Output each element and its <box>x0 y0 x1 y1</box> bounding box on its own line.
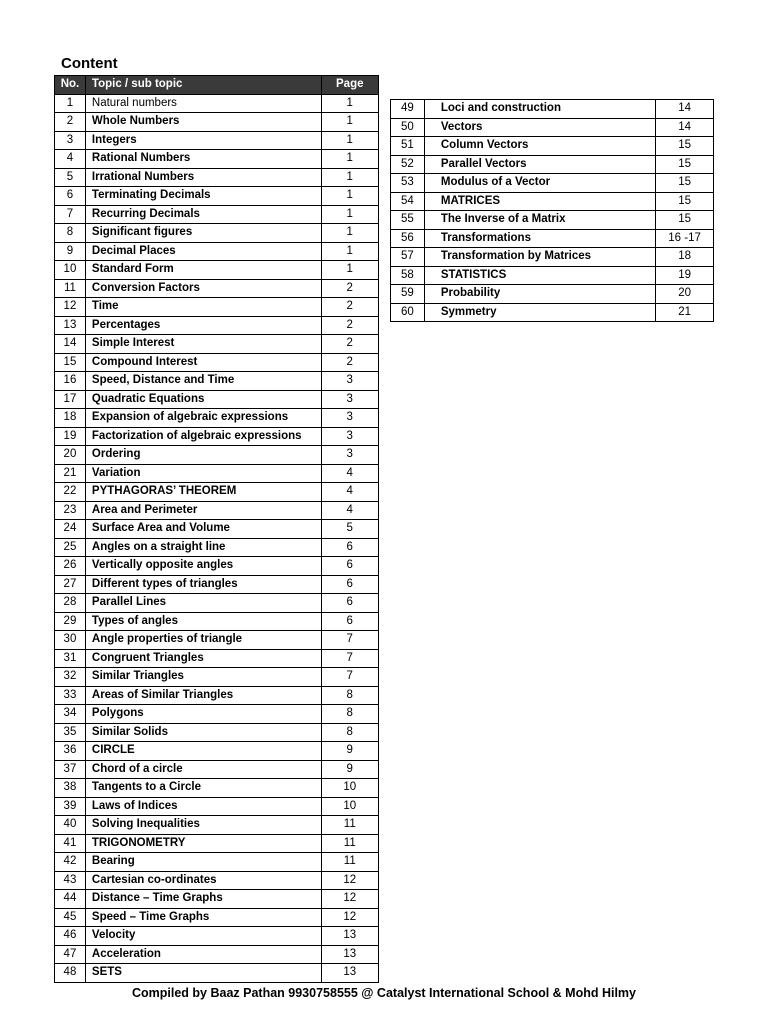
row-number: 47 <box>55 945 86 964</box>
table-row <box>55 113 379 132</box>
row-number: 24 <box>55 520 86 539</box>
row-number: 56 <box>391 229 425 248</box>
row-page: 11 <box>321 816 378 835</box>
row-page: 16 -17 <box>656 229 714 248</box>
row-topic: TRIGONOMETRY <box>85 834 321 853</box>
row-page: 1 <box>321 94 378 113</box>
row-page: 15 <box>656 192 714 211</box>
table-row <box>391 118 714 137</box>
row-page: 10 <box>321 779 378 798</box>
row-number: 7 <box>55 205 86 224</box>
row-topic: Ordering <box>85 446 321 465</box>
row-number: 25 <box>55 538 86 557</box>
row-topic: Rational Numbers <box>85 150 321 169</box>
row-page: 5 <box>321 520 378 539</box>
row-page: 8 <box>321 686 378 705</box>
row-number: 43 <box>55 871 86 890</box>
table-row <box>55 760 379 779</box>
row-topic: Variation <box>85 464 321 483</box>
row-topic: Factorization of algebraic expressions <box>85 427 321 446</box>
contents-table-left <box>54 75 379 983</box>
table-row <box>55 908 379 927</box>
row-topic: Column Vectors <box>424 137 655 156</box>
table-row <box>391 285 714 304</box>
table-row <box>55 427 379 446</box>
row-number: 40 <box>55 816 86 835</box>
row-topic: Velocity <box>85 927 321 946</box>
row-number: 48 <box>55 964 86 983</box>
row-topic: Conversion Factors <box>85 279 321 298</box>
table-row <box>55 242 379 261</box>
row-number: 36 <box>55 742 86 761</box>
table-row <box>55 94 379 113</box>
row-page: 6 <box>321 538 378 557</box>
row-topic: CIRCLE <box>85 742 321 761</box>
table-row <box>55 557 379 576</box>
table-row <box>55 945 379 964</box>
row-number: 35 <box>55 723 86 742</box>
row-topic: Vectors <box>424 118 655 137</box>
table-row <box>391 303 714 322</box>
row-page: 12 <box>321 908 378 927</box>
row-topic: Modulus of a Vector <box>424 174 655 193</box>
table-row <box>55 890 379 909</box>
row-page: 2 <box>321 298 378 317</box>
row-topic: Loci and construction <box>424 100 655 119</box>
row-number: 53 <box>391 174 425 193</box>
table-row <box>55 797 379 816</box>
row-number: 38 <box>55 779 86 798</box>
row-page: 1 <box>321 168 378 187</box>
table-row <box>55 853 379 872</box>
row-number: 3 <box>55 131 86 150</box>
table-row <box>55 668 379 687</box>
row-topic: Angles on a straight line <box>85 538 321 557</box>
row-page: 6 <box>321 575 378 594</box>
table-row <box>391 192 714 211</box>
row-topic: Speed – Time Graphs <box>85 908 321 927</box>
row-number: 20 <box>55 446 86 465</box>
header-topic: Topic / sub topic <box>85 76 321 95</box>
footer-credit: Compiled by Baaz Pathan 9930758555 @ Catalyst International School & Mohd Hilmy <box>132 986 636 1000</box>
row-topic: Compound Interest <box>85 353 321 372</box>
row-number: 18 <box>55 409 86 428</box>
table-row <box>55 205 379 224</box>
table-row <box>391 266 714 285</box>
table-row <box>55 538 379 557</box>
row-number: 33 <box>55 686 86 705</box>
row-page: 21 <box>656 303 714 322</box>
row-number: 26 <box>55 557 86 576</box>
row-number: 10 <box>55 261 86 280</box>
table-row <box>55 187 379 206</box>
row-number: 17 <box>55 390 86 409</box>
table-row <box>55 501 379 520</box>
row-topic: Chord of a circle <box>85 760 321 779</box>
row-number: 41 <box>55 834 86 853</box>
table-row <box>55 168 379 187</box>
row-page: 15 <box>656 155 714 174</box>
row-page: 1 <box>321 205 378 224</box>
row-page: 14 <box>656 118 714 137</box>
row-topic: Transformations <box>424 229 655 248</box>
table-row <box>55 150 379 169</box>
table-row <box>391 100 714 119</box>
row-number: 57 <box>391 248 425 267</box>
row-topic: Types of angles <box>85 612 321 631</box>
row-page: 6 <box>321 557 378 576</box>
row-page: 1 <box>321 131 378 150</box>
row-number: 44 <box>55 890 86 909</box>
row-page: 9 <box>321 760 378 779</box>
table-row <box>55 409 379 428</box>
row-number: 51 <box>391 137 425 156</box>
table-row <box>55 131 379 150</box>
row-topic: Time <box>85 298 321 317</box>
row-topic: Cartesian co-ordinates <box>85 871 321 890</box>
row-topic: Terminating Decimals <box>85 187 321 206</box>
row-page: 1 <box>321 242 378 261</box>
table-row <box>55 723 379 742</box>
row-page: 6 <box>321 612 378 631</box>
table-row <box>55 686 379 705</box>
row-number: 42 <box>55 853 86 872</box>
row-topic: Tangents to a Circle <box>85 779 321 798</box>
row-topic: Similar Solids <box>85 723 321 742</box>
table-row <box>55 742 379 761</box>
table-row <box>55 612 379 631</box>
row-topic: Distance – Time Graphs <box>85 890 321 909</box>
row-number: 2 <box>55 113 86 132</box>
row-number: 46 <box>55 927 86 946</box>
row-number: 4 <box>55 150 86 169</box>
row-topic: Surface Area and Volume <box>85 520 321 539</box>
row-number: 27 <box>55 575 86 594</box>
row-topic: Solving Inequalities <box>85 816 321 835</box>
row-page: 1 <box>321 187 378 206</box>
table-row <box>55 316 379 335</box>
row-number: 29 <box>55 612 86 631</box>
table-header-row <box>55 76 379 95</box>
row-number: 19 <box>55 427 86 446</box>
row-number: 8 <box>55 224 86 243</box>
table-row <box>55 298 379 317</box>
row-number: 30 <box>55 631 86 650</box>
row-page: 15 <box>656 211 714 230</box>
row-number: 52 <box>391 155 425 174</box>
row-number: 13 <box>55 316 86 335</box>
row-number: 31 <box>55 649 86 668</box>
row-page: 4 <box>321 501 378 520</box>
row-number: 50 <box>391 118 425 137</box>
row-number: 12 <box>55 298 86 317</box>
row-topic: Similar Triangles <box>85 668 321 687</box>
table-row <box>55 594 379 613</box>
row-number: 32 <box>55 668 86 687</box>
row-number: 23 <box>55 501 86 520</box>
row-page: 9 <box>321 742 378 761</box>
row-number: 6 <box>55 187 86 206</box>
row-page: 10 <box>321 797 378 816</box>
row-number: 54 <box>391 192 425 211</box>
row-topic: Laws of Indices <box>85 797 321 816</box>
row-number: 22 <box>55 483 86 502</box>
row-topic: Transformation by Matrices <box>424 248 655 267</box>
row-topic: Quadratic Equations <box>85 390 321 409</box>
row-topic: Whole Numbers <box>85 113 321 132</box>
row-topic: Standard Form <box>85 261 321 280</box>
row-page: 1 <box>321 261 378 280</box>
row-page: 15 <box>656 174 714 193</box>
table-row <box>55 964 379 983</box>
table-row <box>55 464 379 483</box>
table-row <box>391 248 714 267</box>
row-page: 11 <box>321 853 378 872</box>
table-row <box>55 335 379 354</box>
row-topic: Decimal Places <box>85 242 321 261</box>
page-title: Content <box>61 55 118 72</box>
row-number: 15 <box>55 353 86 372</box>
row-topic: Natural numbers <box>85 94 321 113</box>
table-row <box>55 649 379 668</box>
row-page: 4 <box>321 483 378 502</box>
row-topic: Symmetry <box>424 303 655 322</box>
row-page: 3 <box>321 390 378 409</box>
row-number: 11 <box>55 279 86 298</box>
row-number: 9 <box>55 242 86 261</box>
row-page: 2 <box>321 353 378 372</box>
table-row <box>55 224 379 243</box>
header-page: Page <box>321 76 378 95</box>
row-topic: Speed, Distance and Time <box>85 372 321 391</box>
row-number: 5 <box>55 168 86 187</box>
row-topic: Vertically opposite angles <box>85 557 321 576</box>
row-page: 7 <box>321 668 378 687</box>
table-row <box>55 390 379 409</box>
table-row <box>55 483 379 502</box>
row-number: 37 <box>55 760 86 779</box>
table-row <box>55 631 379 650</box>
row-page: 18 <box>656 248 714 267</box>
row-page: 3 <box>321 446 378 465</box>
row-topic: Expansion of algebraic expressions <box>85 409 321 428</box>
table-row <box>55 520 379 539</box>
row-page: 2 <box>321 279 378 298</box>
row-page: 2 <box>321 316 378 335</box>
row-topic: Angle properties of triangle <box>85 631 321 650</box>
row-page: 13 <box>321 945 378 964</box>
row-number: 28 <box>55 594 86 613</box>
row-number: 55 <box>391 211 425 230</box>
table-row <box>391 137 714 156</box>
row-page: 1 <box>321 150 378 169</box>
row-page: 8 <box>321 723 378 742</box>
row-page: 1 <box>321 113 378 132</box>
row-topic: Percentages <box>85 316 321 335</box>
row-topic: PYTHAGORAS’ THEOREM <box>85 483 321 502</box>
row-topic: Significant figures <box>85 224 321 243</box>
row-page: 4 <box>321 464 378 483</box>
row-page: 12 <box>321 890 378 909</box>
row-topic: Polygons <box>85 705 321 724</box>
row-number: 21 <box>55 464 86 483</box>
row-topic: Congruent Triangles <box>85 649 321 668</box>
row-topic: Bearing <box>85 853 321 872</box>
table-row <box>55 279 379 298</box>
row-topic: Acceleration <box>85 945 321 964</box>
row-number: 58 <box>391 266 425 285</box>
row-number: 34 <box>55 705 86 724</box>
row-topic: The Inverse of a Matrix <box>424 211 655 230</box>
row-topic: Irrational Numbers <box>85 168 321 187</box>
row-number: 14 <box>55 335 86 354</box>
row-page: 1 <box>321 224 378 243</box>
row-page: 3 <box>321 409 378 428</box>
row-topic: Area and Perimeter <box>85 501 321 520</box>
row-page: 6 <box>321 594 378 613</box>
row-topic: Areas of Similar Triangles <box>85 686 321 705</box>
row-number: 59 <box>391 285 425 304</box>
row-topic: Simple Interest <box>85 335 321 354</box>
row-number: 49 <box>391 100 425 119</box>
table-row <box>55 575 379 594</box>
row-page: 8 <box>321 705 378 724</box>
row-page: 13 <box>321 927 378 946</box>
row-page: 12 <box>321 871 378 890</box>
header-number: No. <box>55 76 86 95</box>
row-page: 15 <box>656 137 714 156</box>
table-row <box>55 816 379 835</box>
row-topic: Parallel Vectors <box>424 155 655 174</box>
row-topic: SETS <box>85 964 321 983</box>
row-number: 45 <box>55 908 86 927</box>
row-page: 7 <box>321 631 378 650</box>
table-row <box>55 261 379 280</box>
row-topic: Different types of triangles <box>85 575 321 594</box>
row-page: 14 <box>656 100 714 119</box>
row-page: 20 <box>656 285 714 304</box>
table-row <box>391 174 714 193</box>
row-page: 2 <box>321 335 378 354</box>
table-row <box>391 155 714 174</box>
table-row <box>391 211 714 230</box>
row-topic: MATRICES <box>424 192 655 211</box>
table-row <box>55 705 379 724</box>
row-topic: Integers <box>85 131 321 150</box>
row-page: 3 <box>321 372 378 391</box>
row-page: 7 <box>321 649 378 668</box>
row-number: 60 <box>391 303 425 322</box>
table-row <box>55 446 379 465</box>
table-row <box>55 927 379 946</box>
row-number: 39 <box>55 797 86 816</box>
row-topic: STATISTICS <box>424 266 655 285</box>
row-topic: Parallel Lines <box>85 594 321 613</box>
table-row <box>391 229 714 248</box>
row-number: 16 <box>55 372 86 391</box>
row-page: 13 <box>321 964 378 983</box>
row-page: 3 <box>321 427 378 446</box>
contents-table-right <box>390 99 714 322</box>
table-row <box>55 779 379 798</box>
row-page: 19 <box>656 266 714 285</box>
row-page: 11 <box>321 834 378 853</box>
table-row <box>55 834 379 853</box>
row-topic: Probability <box>424 285 655 304</box>
row-topic: Recurring Decimals <box>85 205 321 224</box>
row-number: 1 <box>55 94 86 113</box>
table-row <box>55 372 379 391</box>
table-row <box>55 871 379 890</box>
table-row <box>55 353 379 372</box>
